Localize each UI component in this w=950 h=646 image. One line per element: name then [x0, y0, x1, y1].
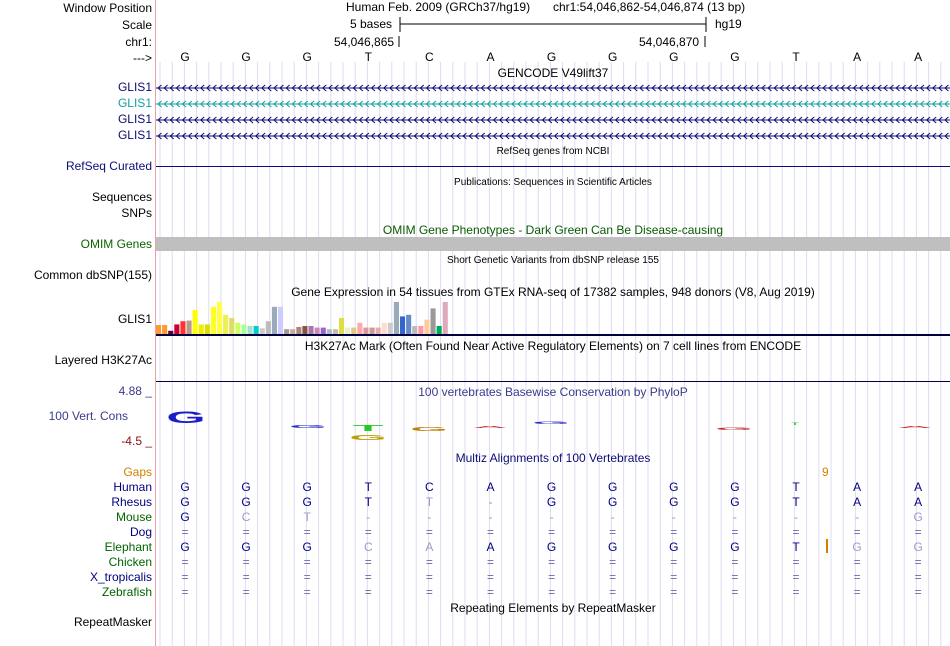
- alignment-base: G: [913, 540, 923, 554]
- alignment-base: =: [364, 570, 372, 584]
- alignment-base: G: [241, 540, 251, 554]
- reference-base: T: [792, 50, 800, 64]
- alignment-base: =: [914, 525, 922, 539]
- gtex-tissue-bar: [309, 326, 314, 334]
- alignment-base: -: [366, 510, 371, 524]
- gtex-tissue-bar: [156, 325, 161, 334]
- label-arrow: --->: [133, 51, 152, 65]
- alignment-base: =: [486, 525, 494, 539]
- alignment-base: A: [853, 480, 862, 494]
- alignment-base: =: [364, 525, 372, 539]
- label-100-vert-cons[interactable]: 100 Vert. Cons: [48, 409, 128, 423]
- alignment-base: =: [670, 570, 678, 584]
- alignment-base: =: [853, 570, 861, 584]
- gtex-tissue-bar: [302, 326, 307, 334]
- alignment-base: =: [609, 525, 617, 539]
- alignment-base: =: [242, 555, 250, 569]
- gtex-tissue-bar: [406, 315, 411, 334]
- alignment-base: =: [731, 525, 739, 539]
- gtex-tissue-bar: [400, 316, 405, 334]
- alignment-base: G: [546, 540, 557, 554]
- reference-base: G: [730, 50, 740, 64]
- gtex-tissue-bar: [431, 308, 436, 334]
- alignment-base: G: [608, 495, 618, 509]
- phylop-glyph-g: G: [532, 420, 570, 425]
- label-glis1-2[interactable]: GLIS1: [117, 96, 152, 110]
- alignment-base: C: [363, 540, 373, 554]
- coord-left: 54,046,865: [334, 35, 395, 49]
- alignment-base: G: [241, 495, 251, 509]
- alignment-base: G: [180, 510, 190, 524]
- gtex-tissue-bar: [217, 302, 222, 334]
- gtex-tissue-bar: [394, 302, 399, 334]
- alignment-base: =: [181, 525, 189, 539]
- species-label-rhesus[interactable]: Rhesus: [111, 495, 152, 509]
- alignment-base: T: [792, 540, 800, 554]
- coord-right: 54,046,870: [639, 35, 700, 49]
- transcript-line: [156, 133, 950, 139]
- label-omim-genes[interactable]: OMIM Genes: [80, 237, 152, 251]
- alignment-base: =: [242, 570, 250, 584]
- phylop-glyph-g: G: [289, 423, 327, 430]
- gtex-tissue-bar: [272, 307, 277, 334]
- gtex-tissue-bar: [296, 327, 301, 334]
- gtex-tissue-bar: [357, 323, 362, 334]
- gtex-tissue-bar: [180, 321, 185, 334]
- scale-text: 5 bases: [350, 17, 393, 31]
- label-sequences[interactable]: Sequences: [91, 190, 152, 204]
- species-label-dog[interactable]: Dog: [129, 525, 152, 539]
- alignment-base: =: [303, 585, 311, 599]
- phylop-glyph-g: G: [715, 426, 753, 431]
- alignment-base: G: [546, 495, 557, 509]
- gtex-tissue-bar: [187, 321, 192, 334]
- alignment-base: =: [792, 585, 800, 599]
- alignment-base: =: [670, 525, 678, 539]
- alignment-base: =: [425, 570, 433, 584]
- gencode-transcripts[interactable]: [156, 80, 950, 140]
- alignment-base: =: [853, 525, 861, 539]
- alignment-base: =: [731, 555, 739, 569]
- transcript-line: [156, 117, 950, 123]
- gtex-tissue-bar: [266, 321, 271, 334]
- alignment-base: =: [609, 585, 617, 599]
- alignment-base: A: [914, 495, 923, 509]
- alignment-base: =: [303, 570, 311, 584]
- alignment-base: G: [669, 540, 679, 554]
- repeatmasker-title: Repeating Elements by RepeatMasker: [450, 601, 656, 615]
- reference-base: G: [180, 50, 190, 64]
- gtex-tissue-bar: [223, 315, 228, 334]
- species-label-x-tropicalis[interactable]: X_tropicalis: [89, 570, 152, 584]
- reference-base: A: [486, 50, 495, 64]
- label-common-dbsnp[interactable]: Common dbSNP(155): [33, 268, 152, 282]
- gtex-tissue-bar: [174, 324, 179, 334]
- alignment-base: =: [853, 585, 861, 599]
- gap-count: 9: [822, 465, 829, 479]
- reference-base: G: [669, 50, 679, 64]
- gtex-tissue-bar: [339, 318, 344, 334]
- label-repeatmasker[interactable]: RepeatMasker: [73, 615, 152, 629]
- alignment-base: =: [242, 525, 250, 539]
- gtex-baseline: [156, 334, 950, 336]
- omim-bar[interactable]: [156, 237, 950, 251]
- alignment-base: =: [853, 555, 861, 569]
- gtex-tissue-bar: [241, 324, 246, 334]
- phylop-glyph-g: G: [410, 426, 448, 433]
- phylop-glyph-g: G: [166, 407, 206, 427]
- alignment-base: =: [364, 585, 372, 599]
- alignment-base: T: [792, 495, 800, 509]
- alignment-base: =: [425, 585, 433, 599]
- gtex-bar-graph[interactable]: [156, 300, 950, 334]
- alignment-base: G: [730, 480, 740, 494]
- refseq-line[interactable]: [156, 166, 950, 167]
- gtex-title: Gene Expression in 54 tissues from GTEx RNA-seq of 17382 samples, 948 donors (V8, Aug 2019): [291, 285, 815, 299]
- alignment-base: T: [425, 495, 434, 509]
- alignment-base: =: [548, 585, 556, 599]
- alignment-base: =: [364, 555, 372, 569]
- transcript-line: [156, 101, 950, 107]
- label-refseq-curated[interactable]: RefSeq Curated: [65, 159, 152, 173]
- gtex-tissue-bar: [211, 307, 216, 334]
- gtex-tissue-bar: [443, 302, 448, 334]
- omim-title: OMIM Gene Phenotypes - Dark Green Can Be Disease-causing: [382, 223, 724, 237]
- alignment-base: G: [180, 480, 190, 494]
- ruler-graphic: [0, 0, 950, 60]
- alignment-base: =: [792, 525, 800, 539]
- phylop-glyph-g: G: [349, 433, 387, 442]
- alignment-base: =: [792, 570, 800, 584]
- reference-base: G: [608, 50, 618, 64]
- alignment-base: =: [548, 525, 556, 539]
- alignment-base: -: [732, 510, 737, 524]
- alignment-base: A: [425, 540, 434, 554]
- alignment-base: T: [792, 480, 800, 494]
- gtex-tissue-bar: [424, 320, 429, 334]
- gtex-tissue-bar: [437, 326, 442, 334]
- gtex-tissue-bar: [193, 310, 198, 334]
- species-label-human[interactable]: Human: [113, 480, 152, 494]
- phylop-logo-track[interactable]: [156, 400, 950, 445]
- phylop-title: 100 vertebrates Basewise Conservation by PhyloP: [418, 385, 688, 399]
- assembly-name: Human Feb. 2009 (GRCh37/hg19): [346, 0, 531, 14]
- alignment-base: =: [914, 555, 922, 569]
- species-label-chicken[interactable]: Chicken: [108, 555, 152, 569]
- alignment-base: =: [609, 555, 617, 569]
- alignment-base: -: [488, 510, 493, 524]
- alignment-base: =: [181, 570, 189, 584]
- alignment-base: =: [181, 585, 189, 599]
- species-label-mouse[interactable]: Mouse: [115, 510, 152, 524]
- species-label-zebrafish[interactable]: Zebrafish: [101, 585, 152, 599]
- dbsnp-title: Short Genetic Variants from dbSNP release 155: [447, 255, 659, 266]
- alignment-base: G: [669, 495, 679, 509]
- gtex-tissue-bar: [199, 324, 204, 334]
- alignment-base: G: [730, 495, 740, 509]
- gtex-tissue-bar: [235, 323, 240, 334]
- alignment-base: -: [549, 510, 554, 524]
- scale-db: hg19: [715, 17, 742, 31]
- h3k27ac-title: H3K27Ac Mark (Often Found Near Active Regulatory Elements) on 7 cell lines from ENCODE: [304, 339, 802, 353]
- alignment-base: =: [914, 585, 922, 599]
- alignment-base: T: [364, 480, 372, 494]
- gtex-tissue-bar: [382, 323, 387, 334]
- alignment-base: G: [852, 540, 862, 554]
- alignment-base: =: [548, 555, 556, 569]
- gtex-tissue-bar: [418, 326, 423, 334]
- alignment-base: =: [731, 570, 739, 584]
- multiz-title: Multiz Alignments of 100 Vertebrates: [455, 451, 651, 465]
- alignment-base: -: [427, 510, 432, 524]
- label-gtex-glis1[interactable]: GLIS1: [117, 312, 152, 326]
- phylop-glyph-a: A: [472, 425, 508, 429]
- alignment-base: =: [303, 525, 311, 539]
- alignment-base: =: [181, 555, 189, 569]
- alignment-base: C: [241, 510, 251, 524]
- phylop-glyph-t: T: [352, 423, 384, 433]
- alignment-base: A: [486, 480, 495, 494]
- label-scale: Scale: [121, 18, 152, 32]
- alignment-base: =: [548, 570, 556, 584]
- reference-base: A: [914, 50, 923, 64]
- gtex-tissue-bar: [205, 324, 210, 334]
- alignment-base: -: [488, 495, 493, 509]
- alignment-base: =: [303, 555, 311, 569]
- label-snps[interactable]: SNPs: [121, 206, 152, 220]
- reference-base: A: [853, 50, 862, 64]
- alignment-base: G: [302, 480, 312, 494]
- gtex-tissue-bar: [229, 318, 234, 334]
- alignment-base: -: [794, 510, 798, 524]
- alignment-base: G: [180, 495, 190, 509]
- position-readout: chr1:54,046,862-54,046,874 (13 bp): [553, 0, 746, 14]
- phylop-ymin: -4.5 _: [121, 434, 152, 448]
- alignment-base: -: [671, 510, 676, 524]
- alignment-base: G: [302, 540, 312, 554]
- label-glis1-4[interactable]: GLIS1: [117, 128, 152, 142]
- alignment-base: -: [855, 510, 860, 524]
- alignment-base: A: [853, 495, 862, 509]
- alignment-base: G: [913, 510, 923, 524]
- alignment-base: =: [914, 570, 922, 584]
- alignment-base: =: [792, 555, 800, 569]
- gtex-tissue-bar: [162, 325, 167, 334]
- alignment-base: =: [670, 585, 678, 599]
- alignment-base: =: [425, 525, 433, 539]
- alignment-base: G: [241, 480, 251, 494]
- label-layered-h3k27ac[interactable]: Layered H3K27Ac: [54, 353, 152, 367]
- gtex-tissue-bar: [412, 326, 417, 334]
- gtex-tissue-bar: [254, 326, 259, 334]
- refseq-title: RefSeq genes from NCBI: [496, 146, 610, 157]
- reference-base: T: [364, 50, 372, 64]
- gtex-tissue-bar: [388, 323, 393, 334]
- alignment-base: C: [425, 480, 434, 494]
- alignment-base: A: [486, 540, 495, 554]
- gtex-tissue-bar: [248, 326, 253, 334]
- alignment-base: A: [914, 480, 923, 494]
- alignment-base: =: [731, 585, 739, 599]
- alignment-base: G: [180, 540, 190, 554]
- alignment-base: G: [608, 540, 618, 554]
- alignment-base: G: [608, 480, 618, 494]
- reference-base: G: [302, 50, 312, 64]
- publications-title: Publications: Sequences in Scientific Articles: [454, 177, 652, 188]
- alignment-base: G: [302, 495, 312, 509]
- species-label-elephant[interactable]: Elephant: [104, 540, 152, 554]
- phylop-ymax: 4.88 _: [118, 384, 152, 398]
- phylop-glyph-t: T: [791, 421, 799, 426]
- label-glis1-1[interactable]: GLIS1: [117, 80, 152, 94]
- alignment-base: =: [486, 585, 494, 599]
- label-gaps[interactable]: Gaps: [123, 465, 152, 479]
- alignment-base: =: [486, 555, 494, 569]
- alignment-base: G: [730, 540, 740, 554]
- insertion-marker: [826, 539, 830, 555]
- alignment-base: =: [486, 570, 494, 584]
- alignment-base: -: [610, 510, 615, 524]
- alignment-base: T: [364, 495, 372, 509]
- gtex-tissue-bar: [278, 307, 283, 334]
- phylop-glyph-a: A: [897, 425, 933, 429]
- alignment-base: G: [669, 480, 679, 494]
- reference-base: G: [241, 50, 251, 64]
- alignment-base: =: [425, 555, 433, 569]
- alignment-base: G: [546, 480, 557, 494]
- reference-base: C: [425, 50, 434, 64]
- alignment-base: =: [609, 570, 617, 584]
- transcript-line: [156, 85, 950, 91]
- h3k27ac-baseline: [156, 381, 950, 382]
- alignment-base: =: [242, 585, 250, 599]
- gencode-title: GENCODE V49lift37: [497, 66, 609, 80]
- label-glis1-3[interactable]: GLIS1: [117, 112, 152, 126]
- alignment-base: =: [670, 555, 678, 569]
- alignment-base: T: [303, 510, 311, 524]
- reference-base: G: [546, 50, 557, 64]
- label-chrom: chr1:: [125, 35, 152, 49]
- label-window-position: Window Position: [63, 1, 152, 15]
